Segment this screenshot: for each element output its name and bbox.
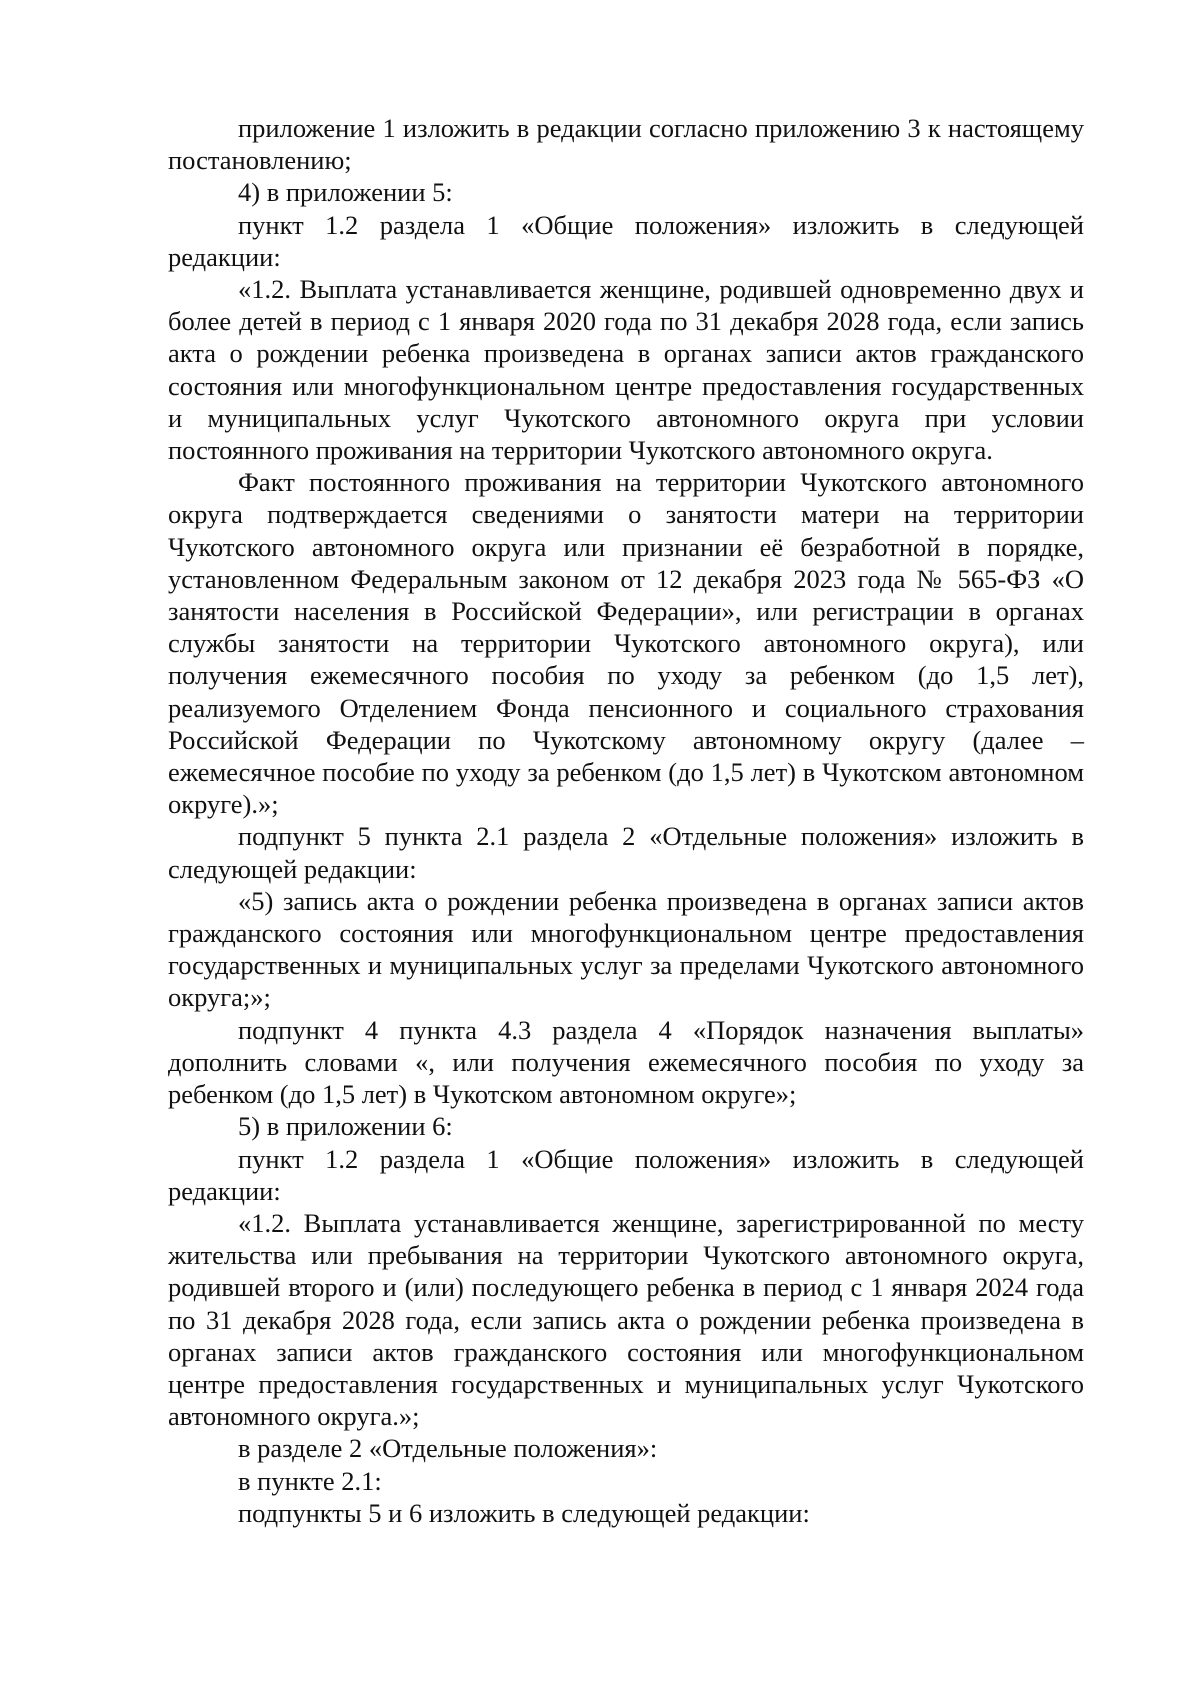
- paragraph-13: в пункте 2.1:: [238, 1465, 382, 1496]
- document-body: [168, 112, 1084, 1529]
- paragraph-8: подпункт 4 пункта 4.3 раздела 4 «Порядок назначения выплаты» дополнить словами «, или получения ежемесячного пособия по уходу за ребенком (до 1,5 лет) в Чукотском автономном округе»;: [168, 1014, 1084, 1110]
- paragraph-5: Факт постоянного проживания на территории Чукотского автономного округа подтверждается сведениями о занятости матери на территории Чукотского автономного округа или признании её безработной в порядке, установленном Федеральным законом от 12 декабря 2023 года № 565-ФЗ «О занятости населения в Российской Федерации», или регистрации в органах службы занятости на территории Чукотского автономного округа), или получения ежемесячного пособия по уходу за ребенком (до 1,5 лет), реализуемого Отделением Фонда пенсионного и социального страхования Российской Федерации по Чукотскому автономному округу (далее – ежемесячное пособие по уходу за ребенком (до 1,5 лет) в Чукотском автономном округе).»;: [168, 467, 1084, 820]
- paragraph-11: «1.2. Выплата устанавливается женщине, зарегистрированной по месту жительства или пребывания на территории Чукотского автономного округа, родившей второго и (или) последующего ребенка в период с 1 января 2024 года по 31 декабря 2028 года, если запись акта о рождении ребенка произведена в органах записи актов гражданского состояния или многофункциональном центре предоставления государственных и муниципальных услуг Чукотского автономного округа.»;: [168, 1207, 1084, 1432]
- paragraph-2: 4) в приложении 5:: [238, 177, 453, 208]
- paragraph-4: «1.2. Выплата устанавливается женщине, родившей одновременно двух и более детей в период с 1 января 2020 года по 31 декабря 2028 года, если запись акта о рождении ребенка произведена в органах записи актов гражданского состояния или многофункциональном центре предоставления государственных и муниципальных услуг Чукотского автономного округа при условии постоянного проживания на территории Чукотского автономного округа.: [168, 274, 1084, 466]
- paragraph-3: пункт 1.2 раздела 1 «Общие положения» изложить в следующей редакции:: [168, 209, 1084, 272]
- paragraph-10: пункт 1.2 раздела 1 «Общие положения» изложить в следующей редакции:: [168, 1143, 1084, 1206]
- paragraph-7: «5) запись акта о рождении ребенка произведена в органах записи актов гражданского состояния или многофункциональном центре предоставления государственных и муниципальных услуг за пределами Чукотского автономного округа;»;: [168, 885, 1084, 1013]
- paragraph-9: 5) в приложении 6:: [238, 1111, 453, 1142]
- paragraph-1: приложение 1 изложить в редакции согласно приложению 3 к настоящему постановлению;: [168, 113, 1084, 176]
- paragraph-12: в разделе 2 «Отдельные положения»:: [238, 1433, 658, 1464]
- paragraph-6: подпункт 5 пункта 2.1 раздела 2 «Отдельные положения» изложить в следующей редакции:: [168, 821, 1084, 884]
- paragraph-14: подпункты 5 и 6 изложить в следующей редакции:: [238, 1497, 810, 1528]
